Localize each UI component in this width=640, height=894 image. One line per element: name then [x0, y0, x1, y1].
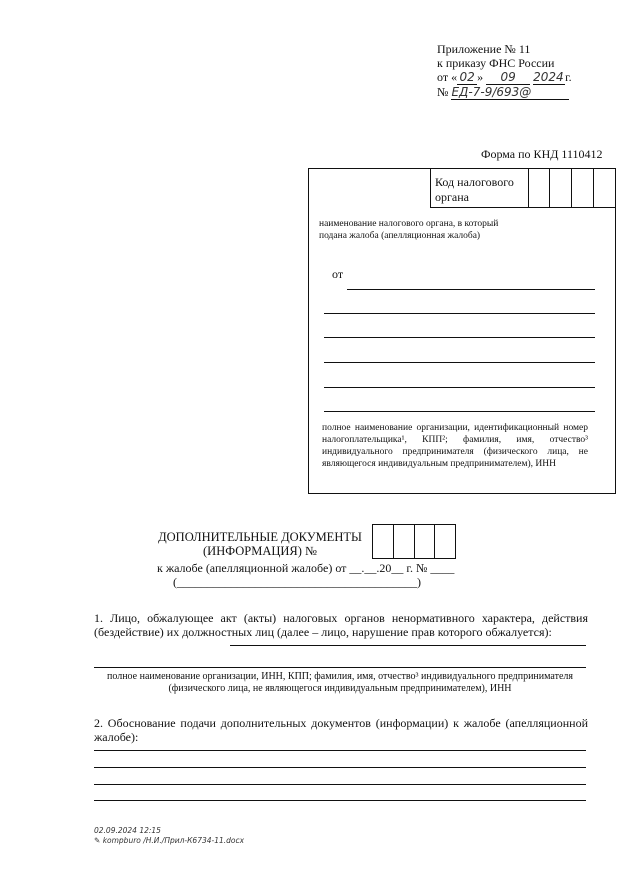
from-label: от	[332, 267, 344, 281]
code-digit-cell[interactable]	[528, 169, 549, 207]
section1-caption: полное наименование организации, ИНН, КПП; фамилия, имя, отчество³ индивидуального предпринимателя (физического лица, не являющегося индивидуальным предпринимателем), ИНН	[107, 671, 573, 694]
section1-line[interactable]	[94, 667, 586, 668]
code-digit-cell[interactable]	[571, 169, 592, 207]
complaint-reference: к жалобе (апелляционной жалобе) от __.__.20__ г. № ____	[157, 561, 455, 575]
section2-line[interactable]	[94, 750, 586, 751]
applicant-caption: полное наименование организации, идентификационный номер налогоплательщика¹, КПП²; фамилия, имя, отчество³ индивидуального предпринимателя (физического лица, не являющегося индивидуальным предпринимателем), ИНН	[322, 423, 588, 469]
code-digit-cell[interactable]	[549, 169, 570, 207]
code-row	[430, 169, 616, 208]
tax-authority-box	[308, 168, 616, 494]
section2-line[interactable]	[94, 784, 586, 785]
section1-line[interactable]	[230, 645, 586, 646]
section2-text: 2. Обоснование подачи дополнительных документов (информации) к жалобе (апелляционной жалобе):	[94, 716, 588, 744]
applicant-line[interactable]	[324, 337, 595, 338]
section2-line[interactable]	[94, 767, 586, 768]
title-line2: (ИНФОРМАЦИЯ) №	[203, 544, 317, 558]
appendix-header	[437, 42, 572, 100]
number-digit-cell[interactable]	[414, 525, 435, 558]
document-icon: ✎	[94, 836, 101, 845]
code-label: Код налогового органа	[435, 175, 514, 204]
appendix-date: от « 02 » 09 2024г.	[437, 70, 572, 84]
document-title	[150, 530, 370, 558]
applicant-line[interactable]	[324, 387, 595, 388]
applicant-line[interactable]	[324, 362, 595, 363]
footer-timestamp: 02.09.2024 12:15	[94, 826, 161, 835]
file-footer	[94, 826, 244, 846]
applicant-line[interactable]	[324, 313, 595, 314]
applicant-line[interactable]	[324, 411, 595, 412]
title-line1: ДОПОЛНИТЕЛЬНЫЕ ДОКУМЕНТЫ	[158, 530, 362, 544]
date-month: 09	[486, 70, 530, 85]
footer-path: ✎ kompburo /Н.И./Прил-К6734-11.docx	[94, 836, 245, 845]
appendix-number: № ЕД-7-9/693@	[437, 85, 572, 100]
date-year: 2024	[533, 70, 564, 84]
date-day: 02	[457, 70, 477, 85]
section1-text: 1. Лицо, обжалующее акт (акты) налоговых органов ненормативного характера, действия (бездействие) их должностных лиц (далее – лицо, нарушение прав которого обжалуется):	[94, 611, 588, 639]
appendix-title: Приложение № 11	[437, 42, 531, 56]
number-value: ЕД-7-9/693@	[451, 85, 569, 100]
number-digit-cell[interactable]	[434, 525, 455, 558]
section2-line[interactable]	[94, 800, 586, 801]
form-code: Форма по КНД 1110412	[481, 147, 603, 161]
code-digit-cell[interactable]	[593, 169, 614, 207]
appendix-order: к приказу ФНС России	[437, 56, 555, 70]
authority-caption: наименование налогового органа, в который подана жалоба (апелляционная жалоба)	[319, 219, 499, 241]
number-digit-cell[interactable]	[393, 525, 414, 558]
complaint-reference-detail: (________________________________________)	[173, 575, 421, 589]
document-number-cells	[372, 524, 456, 559]
applicant-line[interactable]	[347, 289, 595, 290]
